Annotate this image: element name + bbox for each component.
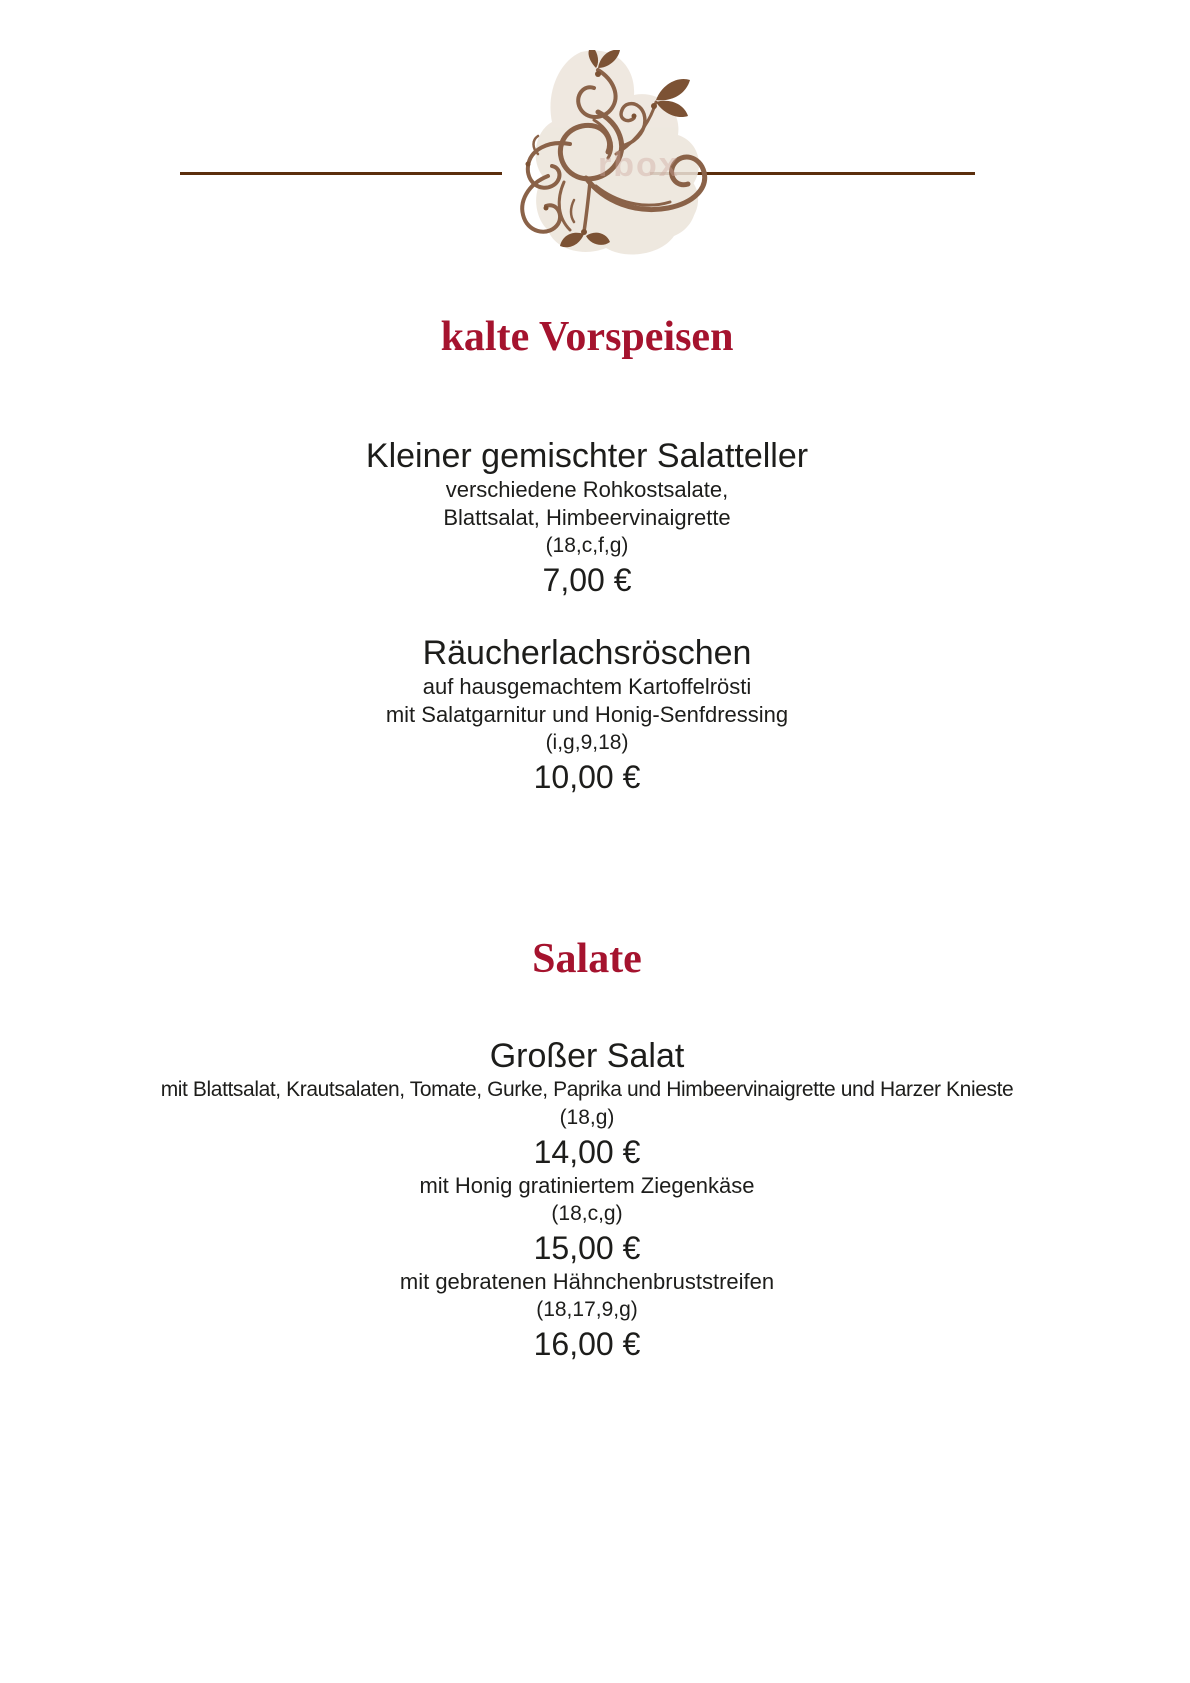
item-allergens: (18,17,9,g) xyxy=(536,1298,638,1321)
item-name: Räucherlachsröschen xyxy=(422,634,752,672)
item-allergens: (18,g) xyxy=(559,1106,615,1129)
menu-item xyxy=(0,436,1174,600)
item-variant-line: mit Honig gratiniertem Ziegenkäse xyxy=(419,1173,755,1198)
section-title-salate: Salate xyxy=(532,936,642,982)
item-description-line: Blattsalat, Himbeervinaigrette xyxy=(443,505,731,530)
item-description-line: verschiedene Rohkostsalate, xyxy=(445,477,729,502)
item-description-line: auf hausgemachtem Kartoffelrösti xyxy=(422,674,752,699)
item-description-line: mit Salatgarnitur und Honig-Senfdressing xyxy=(385,702,789,727)
watermark-text: rbox xyxy=(598,146,680,184)
item-description-line: mit Blattsalat, Krautsalaten, Tomate, Gurke, Paprika und Himbeervinaigrette und Harzer Knieste xyxy=(160,1078,1014,1101)
item-price: 7,00 € xyxy=(542,562,632,598)
item-name: Kleiner gemischter Salatteller xyxy=(365,437,809,475)
menu-item xyxy=(0,633,1174,797)
item-price: 10,00 € xyxy=(533,759,641,795)
section-title-kalte-vorspeisen: kalte Vorspeisen xyxy=(440,314,734,360)
horizontal-rule-left xyxy=(180,172,502,175)
menu-item xyxy=(0,1036,1174,1364)
item-allergens: (18,c,g) xyxy=(551,1202,623,1225)
item-price: 14,00 € xyxy=(533,1134,641,1170)
item-allergens: (18,c,f,g) xyxy=(545,534,629,557)
item-price: 16,00 € xyxy=(533,1326,641,1362)
item-allergens: (i,g,9,18) xyxy=(545,731,629,754)
item-name: Großer Salat xyxy=(489,1037,685,1075)
item-variant-line: mit gebratenen Hähnchenbruststreifen xyxy=(399,1269,775,1294)
item-price: 15,00 € xyxy=(533,1230,641,1266)
